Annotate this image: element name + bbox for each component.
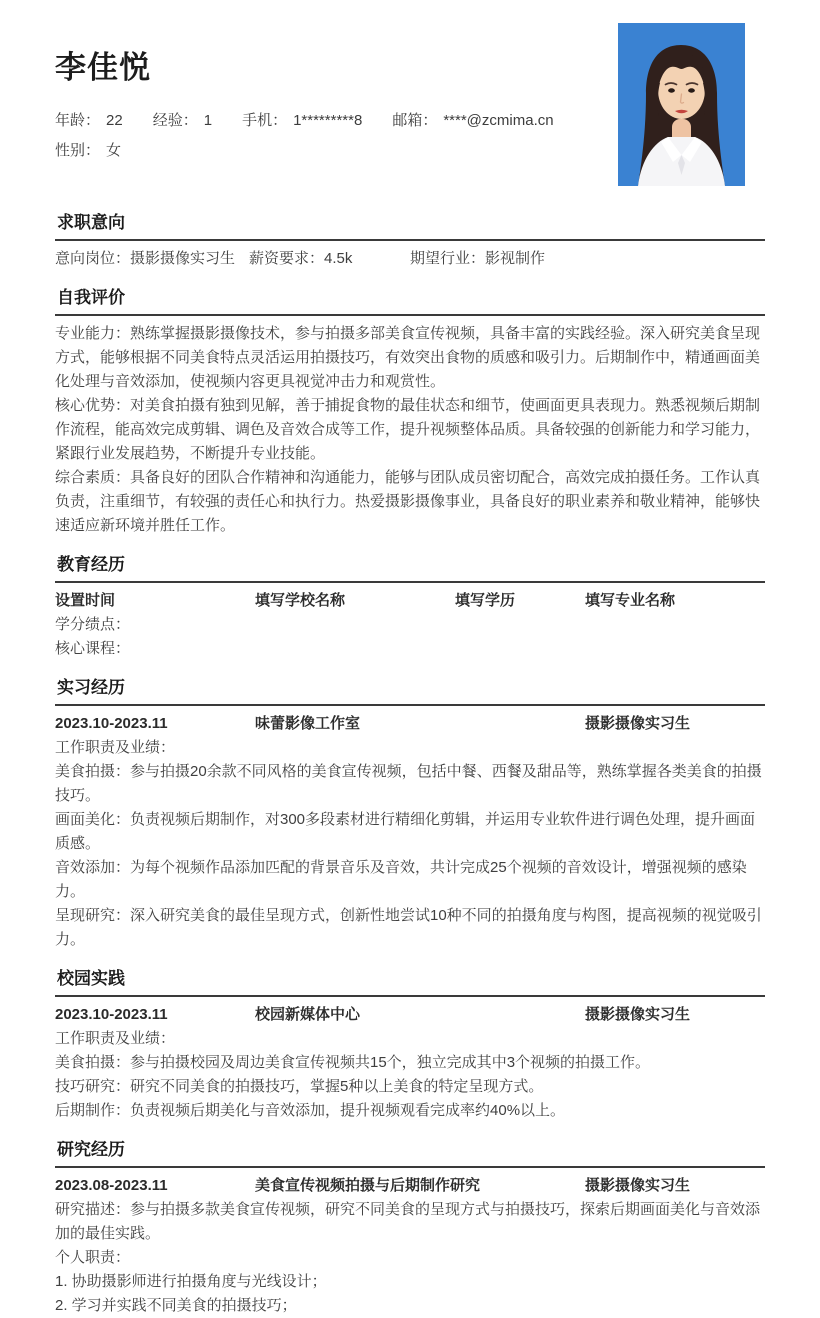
education-col-degree: 填写学历: [455, 592, 516, 609]
salary-requirement: 薪资要求：4.5k: [249, 250, 353, 267]
education-title: 教育经历: [55, 550, 765, 583]
self-evaluation-paragraph: 核心优势：对美食拍摄有独到见解，善于捕捉食物的最佳状态和细节，使画面更具表现力。熟悉视频后期制作流程，能高效完成剪辑、调色及音效合成等工作，提升视频整体品质。具备较强的创新能力和学习能力，紧跟行业发展趋势，不断提升专业技能。: [55, 397, 761, 462]
research-header-row: [55, 1174, 765, 1198]
phone-value: 1*********8: [293, 112, 363, 129]
section-self-evaluation: [55, 283, 765, 538]
email-field: [392, 109, 553, 130]
job-intention-title: 求职意向: [55, 208, 765, 241]
phone-field: [242, 109, 362, 130]
age-value: 22: [106, 112, 123, 129]
applicant-photo: [618, 23, 745, 186]
campus-date: 2023.10-2023.11: [55, 1006, 168, 1023]
campus-role: 摄影摄像实习生: [585, 1006, 691, 1023]
core-courses-label: 核心课程：: [55, 640, 131, 657]
job-intention-body: [55, 241, 765, 271]
internship-title: 实习经历: [55, 673, 765, 706]
section-internship: [55, 673, 765, 952]
internship-header-row: [55, 712, 765, 736]
self-evaluation-paragraph: 综合素质：具备良好的团队合作精神和沟通能力，能够与团队成员密切配合，高效完成拍摄任务。工作认真负责，注重细节，有较强的责任心和执行力。热爱摄影摄像事业，具备良好的职业素养和敬业精神，能够快速适应新环境并胜任工作。: [55, 469, 761, 534]
education-header-row: [55, 589, 765, 613]
campus-detail: 美食拍摄：参与拍摄校园及周边美食宣传视频共15个，独立完成其中3个视频的拍摄工作。: [55, 1054, 651, 1071]
research-body: [55, 1168, 765, 1318]
research-duty: 1. 协助摄影师进行拍摄角度与光线设计；: [55, 1273, 327, 1290]
internship-date: 2023.10-2023.11: [55, 715, 168, 732]
research-role: 摄影摄像实习生: [585, 1177, 691, 1194]
resume-header: [55, 42, 765, 196]
applicant-name: 李佳悦: [55, 50, 151, 85]
campus-organization: 校园新媒体中心: [255, 1006, 361, 1023]
research-title: 研究经历: [55, 1135, 765, 1168]
campus-practice-body: [55, 997, 765, 1123]
internship-body: [55, 706, 765, 952]
internship-detail: 音效添加：为每个视频作品添加匹配的背景音乐及音效，共计完成25个视频的音效设计，增强视频的感染力。: [55, 859, 747, 900]
self-evaluation-title: 自我评价: [55, 283, 765, 316]
intention-left-group: [55, 247, 410, 271]
job-intention-row: [55, 247, 765, 271]
campus-practice-title: 校园实践: [55, 964, 765, 997]
email-value: ****@zcmima.cn: [443, 112, 554, 129]
gender-field: [55, 139, 121, 160]
self-evaluation-paragraph: 专业能力：熟练掌握摄影摄像技术，参与拍摄多部美食宣传视频，具备丰富的实践经验。深入研究美食呈现方式，能够根据不同美食特点灵活运用拍摄技巧，有效突出食物的质感和吸引力。后期制作中，精通画面美化处理与音效添加，使视频内容更具视觉冲击力和观赏性。: [55, 325, 761, 390]
experience-label: 经验：: [152, 112, 198, 129]
education-col-major: 填写专业名称: [585, 592, 676, 609]
internship-detail: 美食拍摄：参与拍摄20余款不同风格的美食宣传视频，包括中餐、西餐及甜品等，熟练掌握各类美食的拍摄技巧。: [55, 763, 762, 804]
campus-detail: 技巧研究：研究不同美食的拍摄技巧，掌握5种以上美食的特定呈现方式。: [55, 1078, 544, 1095]
education-col-school: 填写学校名称: [255, 592, 346, 609]
section-campus-practice: [55, 964, 765, 1123]
expected-industry: 期望行业：影视制作: [410, 250, 546, 267]
gender-value: 女: [106, 142, 122, 159]
portrait-illustration: [618, 23, 745, 186]
age-label: 年龄：: [55, 112, 101, 129]
research-duties-label: 个人职责：: [55, 1249, 131, 1266]
internship-detail: 呈现研究：深入研究美食的最佳呈现方式，创新性地尝试10种不同的拍摄角度与构图，提高视频的视觉吸引力。: [55, 907, 762, 948]
intended-position: 意向岗位：摄影摄像实习生: [55, 250, 236, 267]
gender-label: 性别：: [55, 142, 101, 159]
phone-label: 手机：: [242, 112, 288, 129]
section-job-intention: [55, 208, 765, 271]
education-body: [55, 583, 765, 661]
internship-subtitle: 工作职责及业绩：: [55, 739, 176, 756]
section-education: [55, 550, 765, 661]
internship-role: 摄影摄像实习生: [585, 715, 691, 732]
research-duty: 2. 学习并实践不同美食的拍摄技巧；: [55, 1297, 297, 1314]
experience-field: [153, 109, 212, 130]
campus-header-row: [55, 1003, 765, 1027]
research-description: 研究描述：参与拍摄多款美食宣传视频，研究不同美食的呈现方式与拍摄技巧，探索后期画面美化与音效添加的最佳实践。: [55, 1201, 761, 1242]
internship-organization: 味蕾影像工作室: [255, 715, 361, 732]
research-date: 2023.08-2023.11: [55, 1177, 168, 1194]
education-col-time: 设置时间: [55, 592, 116, 609]
section-research: [55, 1135, 765, 1318]
internship-detail: 画面美化：负责视频后期制作，对300多段素材进行精细化剪辑，并运用专业软件进行调色处理，提升画面质感。: [55, 811, 756, 852]
gpa-label: 学分绩点：: [55, 616, 131, 633]
self-evaluation-body: [55, 316, 765, 538]
email-label: 邮箱：: [392, 112, 438, 129]
campus-detail: 后期制作：负责视频后期美化与音效添加，提升视频观看完成率约40%以上。: [55, 1102, 566, 1119]
research-project-title: 美食宣传视频拍摄与后期制作研究: [255, 1177, 481, 1194]
age-field: [55, 109, 123, 130]
experience-value: 1: [203, 112, 213, 129]
campus-subtitle: 工作职责及业绩：: [55, 1030, 176, 1047]
